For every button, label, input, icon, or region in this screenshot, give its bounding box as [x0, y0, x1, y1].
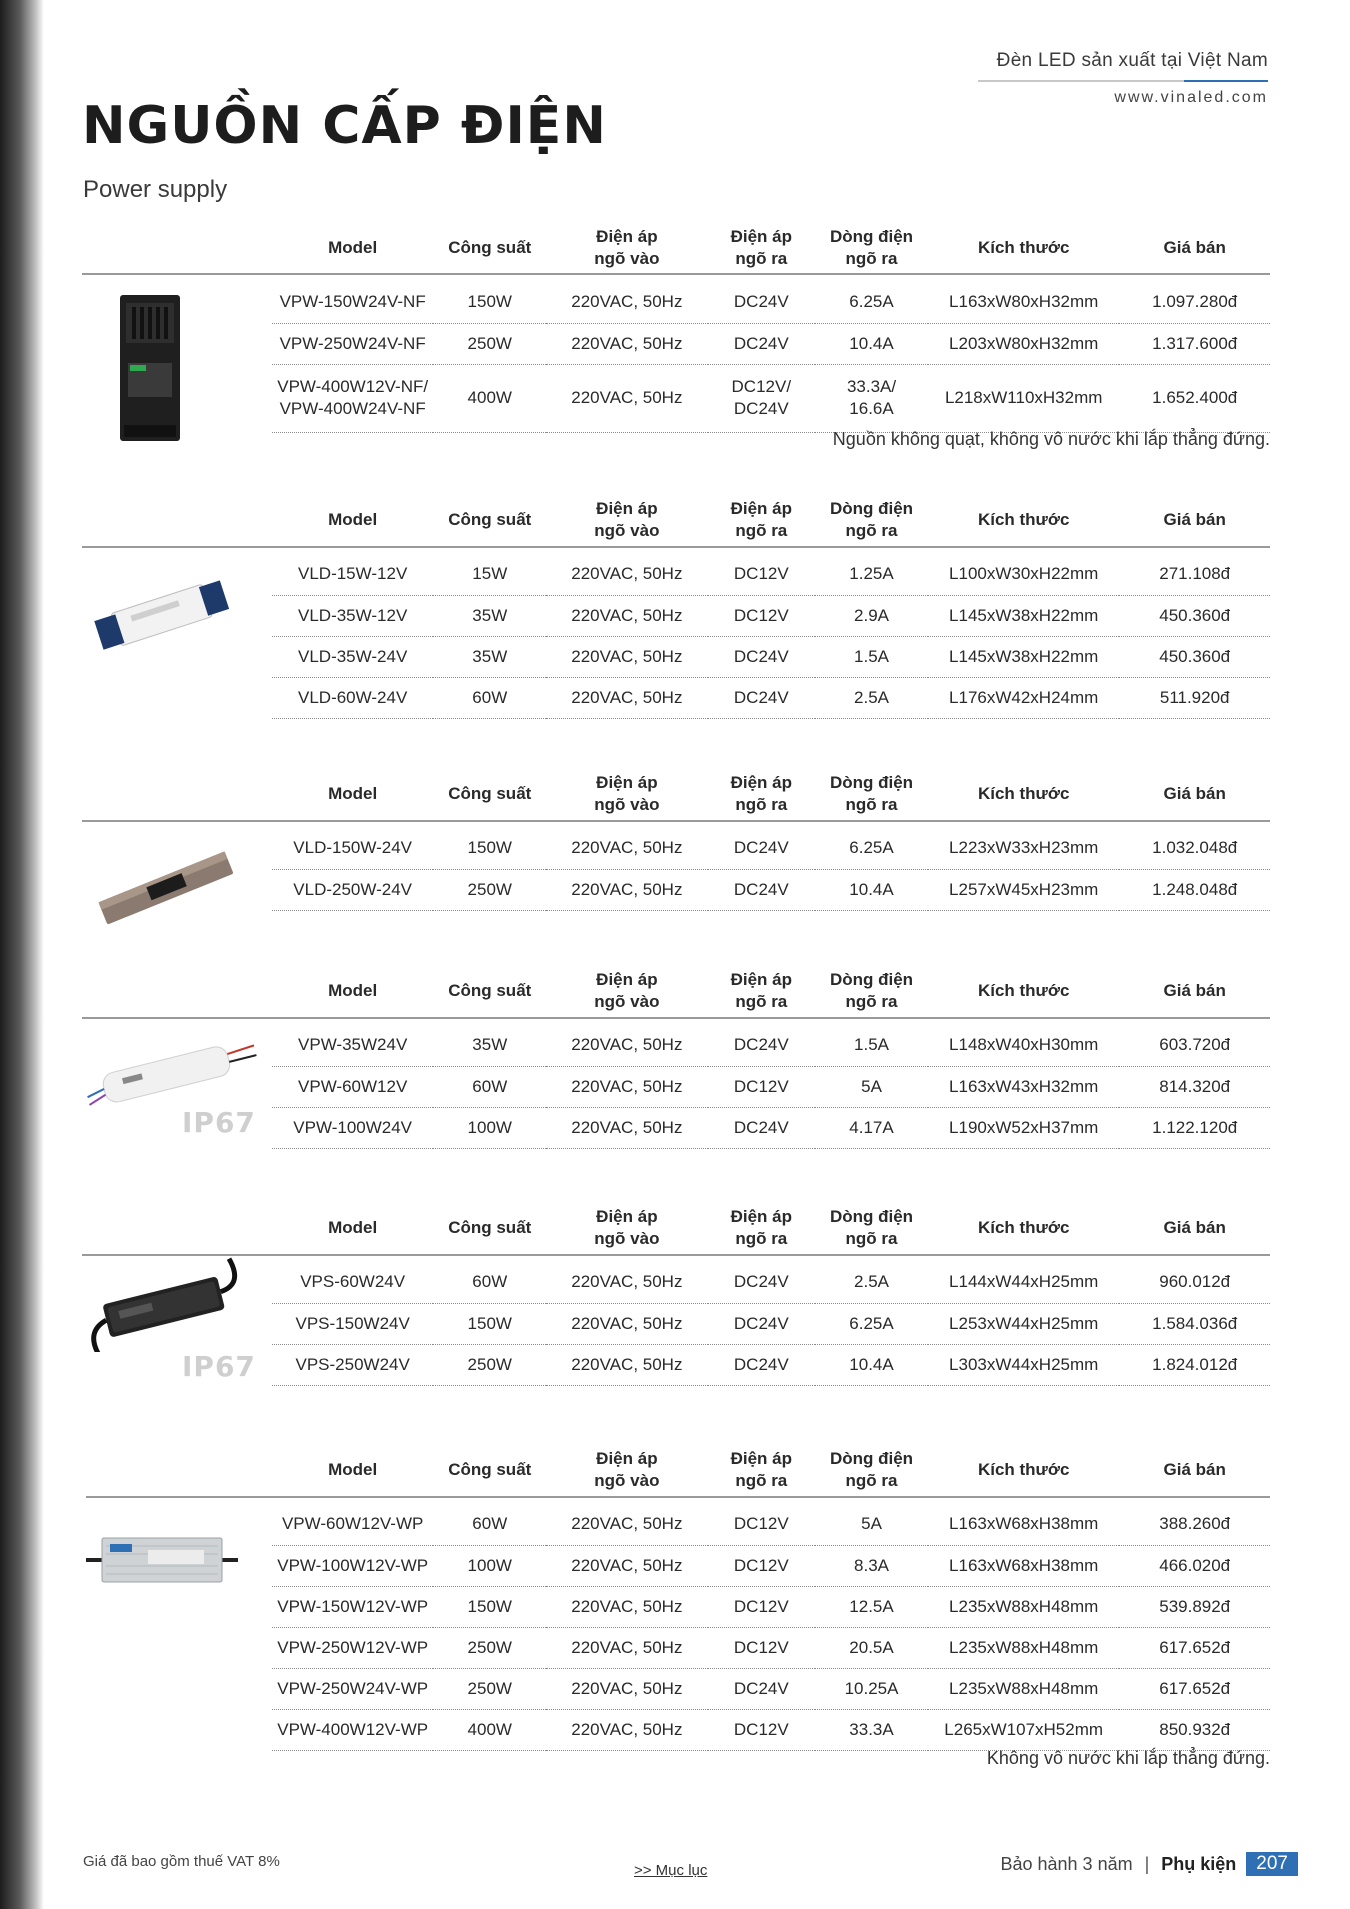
- table-row: VPW-35W24V 35W 220VAC, 50Hz DC24V 1.5A L148xW40xH30mm 603.720đ: [272, 1025, 1270, 1066]
- table-row: VLD-15W-12V 15W 220VAC, 50Hz DC12V 1.25A L100xW30xH22mm 271.108đ: [272, 554, 1270, 595]
- table-section-1: [272, 220, 1270, 433]
- website: www.vinaled.com: [1114, 89, 1268, 106]
- page-title: NGUỒN CẤP ĐIỆN: [82, 96, 607, 156]
- table-of-contents-link[interactable]: >> Mục lục: [634, 1862, 708, 1879]
- table-section-3: Model Công suất Điện áp ngõ vào Điện áp ngõ ra Dòng điện ngõ ra Kích thước Giá bán VLD-150W-24V 150W 220VAC, 50Hz DC24V 6.25A L223xW33xH23mm 1.032.048đ VLD-250W-24V 250W 220VAC, 50Hz DC24V 10.4A L257xW45xH23mm 1.248.048đ: [272, 766, 1270, 911]
- tagline-rule: [978, 80, 1268, 82]
- power-supply-ip67-black-image: [78, 1256, 248, 1352]
- page-number: 207: [1246, 1852, 1298, 1876]
- ip67-badge: IP67: [182, 1350, 256, 1383]
- footer-separator: |: [1144, 1853, 1150, 1874]
- table-row: VPW-150W12V-WP 150W 220VAC, 50Hz DC12V 12.5A L235xW88xH48mm 539.892đ: [272, 1586, 1270, 1627]
- tagline: Đèn LED sản xuất tại Việt Nam: [996, 50, 1268, 71]
- table-row: VPW-60W12V-WP 60W 220VAC, 50Hz DC12V 5A L163xW68xH38mm 388.260đ: [272, 1504, 1270, 1545]
- power-supply-vld-slim-image: [92, 840, 240, 936]
- table-row: VPS-250W24V 250W 220VAC, 50Hz DC24V 10.4A L303xW44xH25mm 1.824.012đ: [272, 1344, 1270, 1385]
- ip67-badge: IP67: [182, 1106, 256, 1139]
- table-row: VLD-250W-24V 250W 220VAC, 50Hz DC24V 10.4A L257xW45xH23mm 1.248.048đ: [272, 869, 1270, 910]
- table-row: VPW-150W24V-NF 150W 220VAC, 50Hz DC24V 6.25A L163xW80xH32mm 1.097.280đ: [272, 282, 1270, 323]
- footer-vat-note: Giá đã bao gồm thuế VAT 8%: [83, 1853, 280, 1870]
- table-row: VPW-100W24V 100W 220VAC, 50Hz DC24V 4.17A L190xW52xH37mm 1.122.120đ: [272, 1107, 1270, 1148]
- table-row: VPW-250W24V-NF 250W 220VAC, 50Hz DC24V 10.4A L203xW80xH32mm 1.317.600đ: [272, 323, 1270, 364]
- col-model: Model: [328, 238, 378, 257]
- col-current: Dòng điện ngõ ra: [829, 227, 914, 268]
- col-price: Giá bán: [1163, 238, 1226, 257]
- footer-warranty: Bảo hành 3 năm: [1000, 1853, 1133, 1874]
- col-power: Công suất: [448, 238, 532, 257]
- section-1-note: Nguồn không quạt, không vô nước khi lắp thẳng đứng.: [832, 429, 1270, 449]
- table-section-6: Model Công suất Điện áp ngõ vào Điện áp ngõ ra Dòng điện ngõ ra Kích thước Giá bán VPW-60W12V-WP 60W 220VAC, 50Hz DC12V 5A L163xW68xH38mm 388.260đ VPW-100W12V-WP 100W 220VAC, 50Hz DC12V 8.3A L163xW68xH38mm 466.020đ VPW-150W12V-WP 150W 220VAC, 50Hz DC12V 12.5A L235xW88xH48mm 539.892đ VPW-250W12V-WP 250W 220VAC, 50Hz DC12V 20.5A L235xW88xH48mm 617.652đ VPW-250W24V-WP 250W 220VAC, 50Hz DC24V 10.25A L235xW88xH48mm 617.652đ VPW-400W12V-WP 400W 220VAC, 50Hz DC12V 33.3A L265xW107xH52mm 850.932đ: [272, 1442, 1270, 1751]
- table-row: VPW-250W24V-WP 250W 220VAC, 50Hz DC24V 10.25A L235xW88xH48mm 617.652đ: [272, 1668, 1270, 1709]
- table-row: VPW-60W12V 60W 220VAC, 50Hz DC12V 5A L163xW43xH32mm 814.320đ: [272, 1066, 1270, 1107]
- table-row: VPS-150W24V 150W 220VAC, 50Hz DC24V 6.25A L253xW44xH25mm 1.584.036đ: [272, 1303, 1270, 1344]
- table-row: VLD-35W-12V 35W 220VAC, 50Hz DC12V 2.9A L145xW38xH22mm 450.360đ: [272, 595, 1270, 636]
- table-row: VLD-60W-24V 60W 220VAC, 50Hz DC24V 2.5A L176xW42xH24mm 511.920đ: [272, 677, 1270, 718]
- power-supply-ip67-white-image: [82, 1032, 262, 1112]
- footer-right: [1000, 1852, 1298, 1876]
- col-size: Kích thước: [977, 238, 1070, 257]
- table-row: VPS-60W24V 60W 220VAC, 50Hz DC24V 2.5A L144xW44xH25mm 960.012đ: [272, 1262, 1270, 1303]
- table-section-5: Model Công suất Điện áp ngõ vào Điện áp ngõ ra Dòng điện ngõ ra Kích thước Giá bán VPS-60W24V 60W 220VAC, 50Hz DC24V 2.5A L144xW44xH25mm 960.012đ VPS-150W24V 150W 220VAC, 50Hz DC24V 6.25A L253xW44xH25mm 1.584.036đ VPS-250W24V 250W 220VAC, 50Hz DC24V 10.4A L303xW44xH25mm 1.824.012đ: [272, 1200, 1270, 1386]
- table-row: VPW-250W12V-WP 250W 220VAC, 50Hz DC12V 20.5A L235xW88xH48mm 617.652đ: [272, 1627, 1270, 1668]
- power-supply-nf-image: [118, 293, 182, 443]
- table-row: VLD-35W-24V 35W 220VAC, 50Hz DC24V 1.5A L145xW38xH22mm 450.360đ: [272, 636, 1270, 677]
- table-section-4: Model Công suất Điện áp ngõ vào Điện áp ngõ ra Dòng điện ngõ ra Kích thước Giá bán VPW-35W24V 35W 220VAC, 50Hz DC24V 1.5A L148xW40xH30mm 603.720đ VPW-60W12V 60W 220VAC, 50Hz DC12V 5A L163xW43xH32mm 814.320đ VPW-100W24V 100W 220VAC, 50Hz DC24V 4.17A L190xW52xH37mm 1.122.120đ: [272, 963, 1270, 1149]
- section-6-note: Không vô nước khi lắp thẳng đứng.: [986, 1748, 1270, 1768]
- power-supply-vld-small-image: [92, 568, 232, 664]
- table-row: VLD-150W-24V 150W 220VAC, 50Hz DC24V 6.25A L223xW33xH23mm 1.032.048đ: [272, 828, 1270, 869]
- table-row: VPW-400W12V-NF/ VPW-400W24V-NF 400W 220VAC, 50Hz DC12V/ DC24V 33.3A/ 16.6A L218xW110xH32mm 1.652.400đ: [272, 364, 1270, 432]
- col-input: Điện áp ngõ vào: [594, 227, 660, 268]
- page-subtitle: Power supply: [83, 176, 228, 203]
- power-supply-waterproof-image: [86, 1530, 238, 1590]
- left-edge-strip: [0, 0, 44, 1909]
- table-row: VPW-400W12V-WP 400W 220VAC, 50Hz DC12V 33.3A L265xW107xH52mm 850.932đ: [272, 1709, 1270, 1750]
- table-row: VPW-100W12V-WP 100W 220VAC, 50Hz DC12V 8.3A L163xW68xH38mm 466.020đ: [272, 1545, 1270, 1586]
- col-output: Điện áp ngõ ra: [730, 227, 792, 268]
- table-section-2: Model Công suất Điện áp ngõ vào Điện áp ngõ ra Dòng điện ngõ ra Kích thước Giá bán VLD-15W-12V 15W 220VAC, 50Hz DC12V 1.25A L100xW30xH22mm 271.108đ VLD-35W-12V 35W 220VAC, 50Hz DC12V 2.9A L145xW38xH22mm 450.360đ VLD-35W-24V 35W 220VAC, 50Hz DC24V 1.5A L145xW38xH22mm 450.360đ VLD-60W-24V 60W 220VAC, 50Hz DC24V 2.5A L176xW42xH24mm 511.920đ: [272, 492, 1270, 719]
- footer-category: Phụ kiện: [1161, 1853, 1237, 1874]
